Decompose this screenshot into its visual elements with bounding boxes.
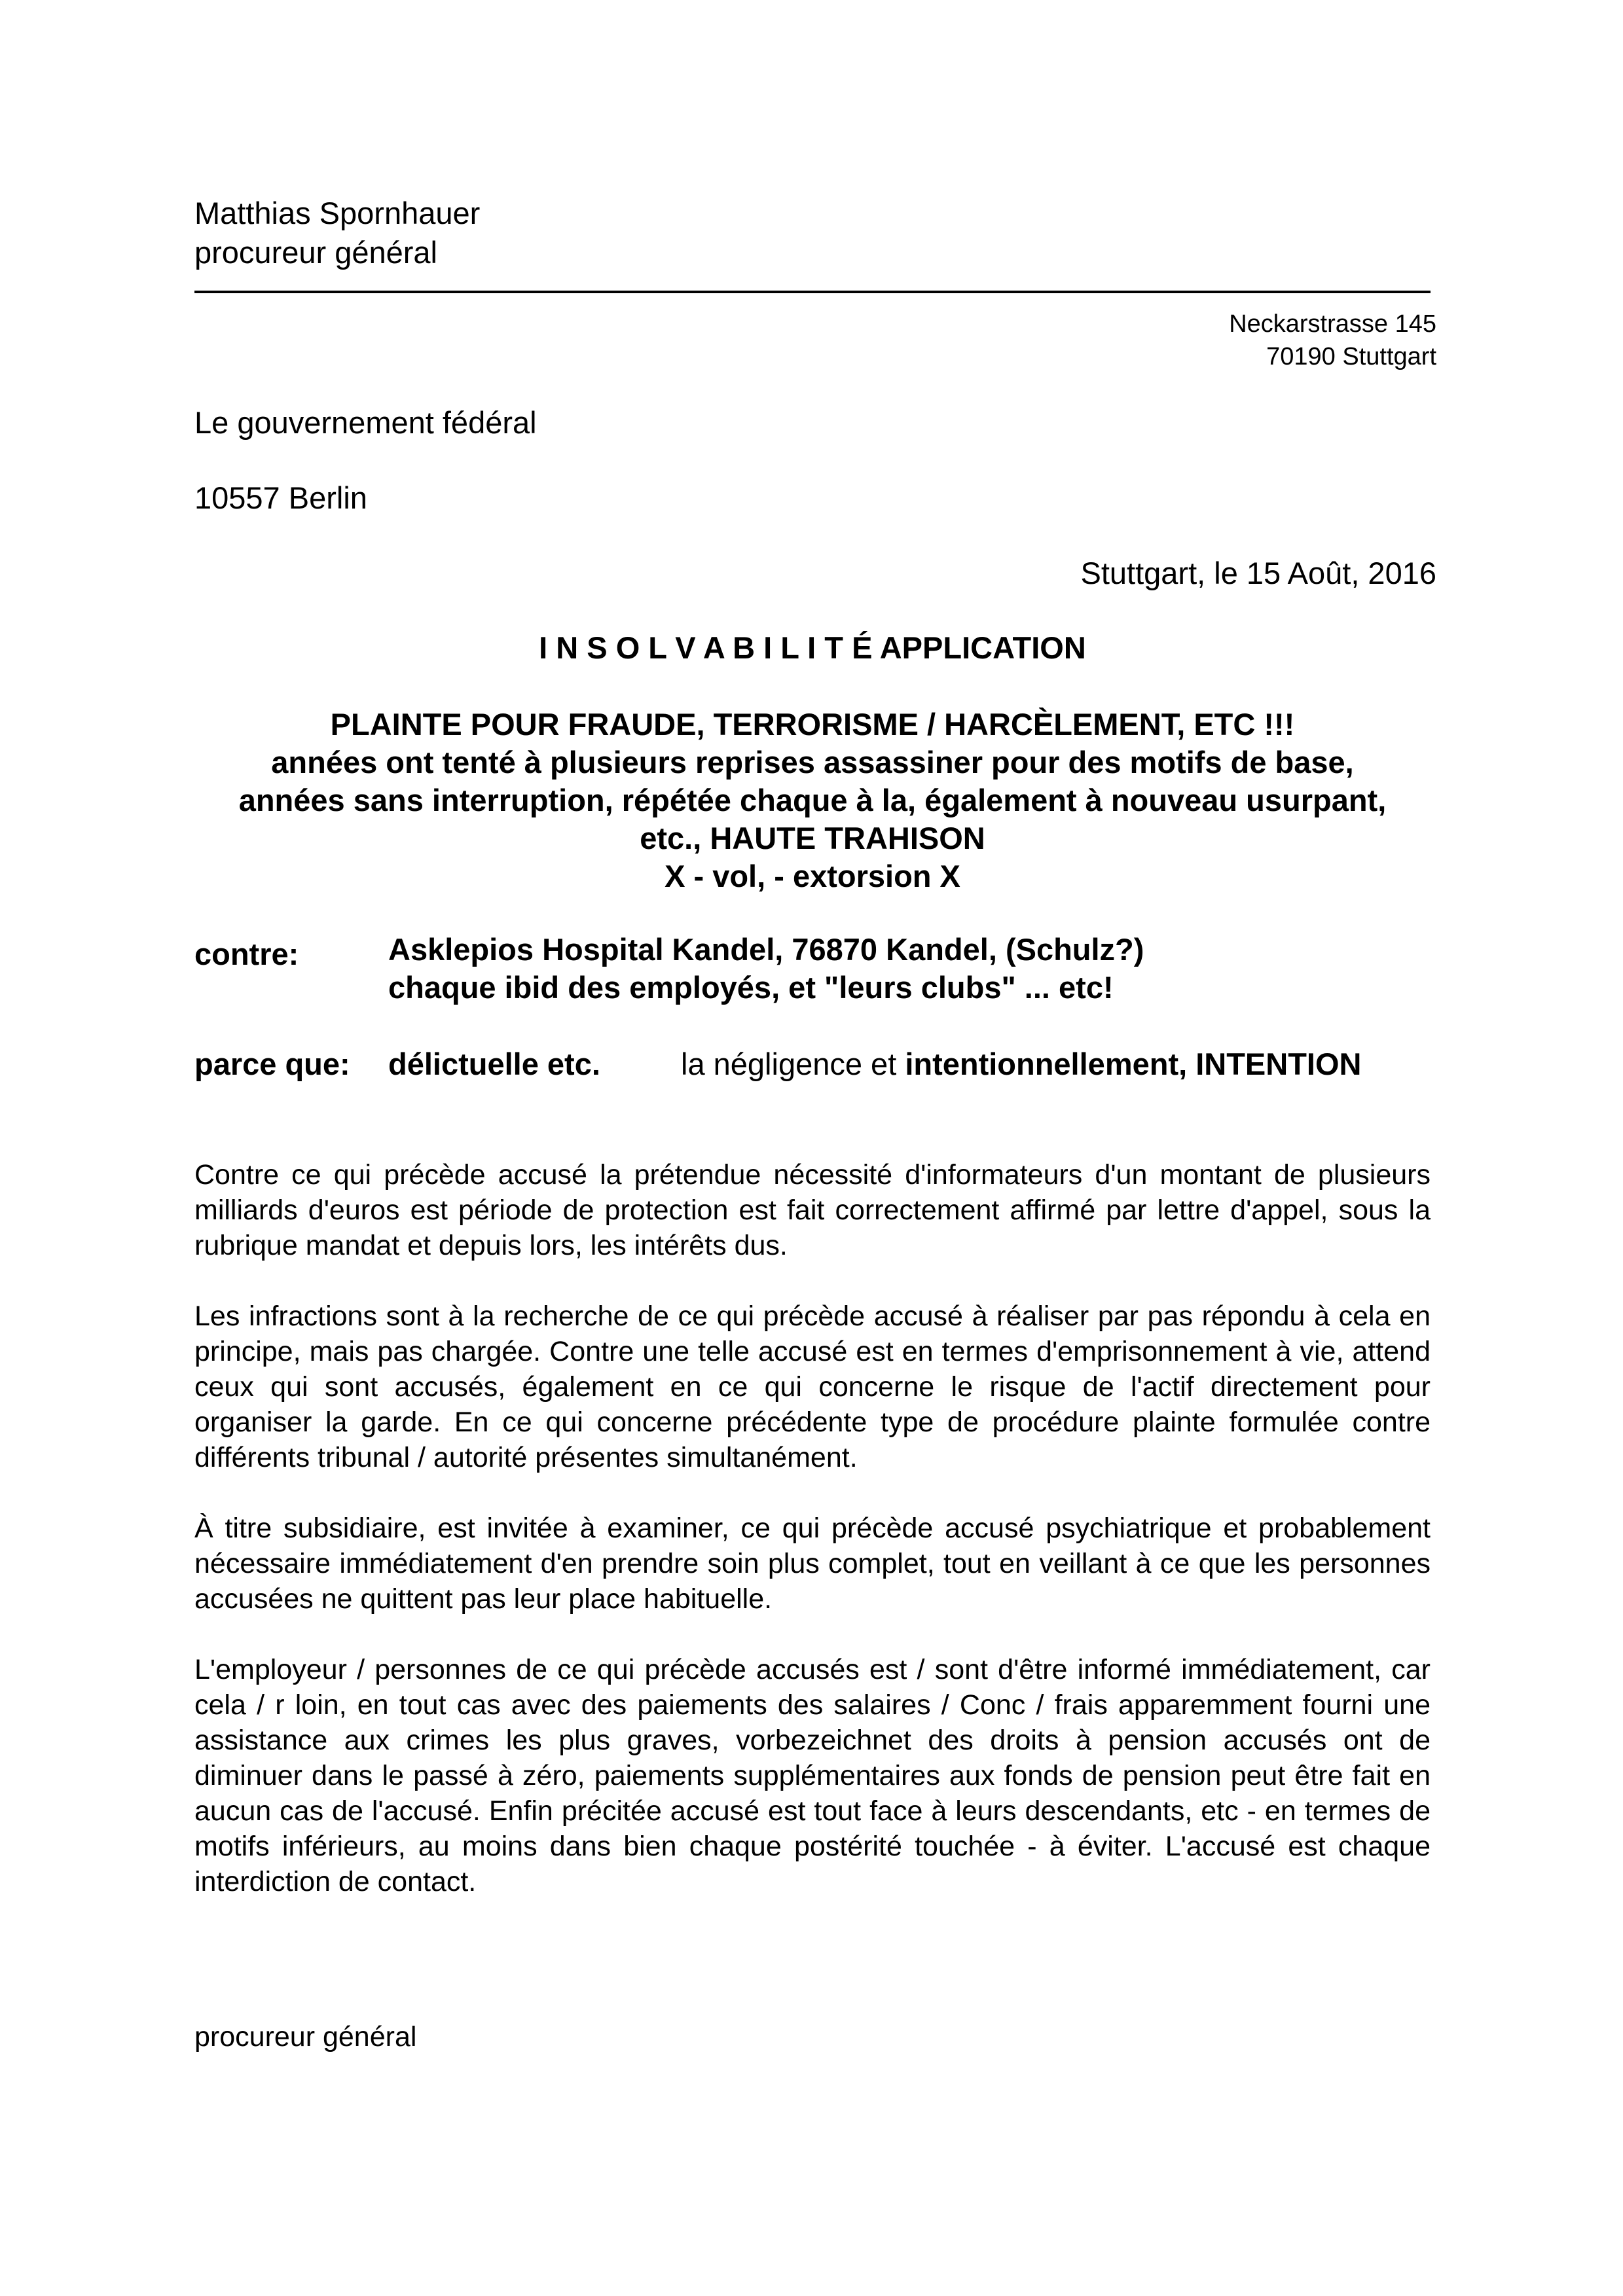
against-line: Asklepios Hospital Kandel, 76870 Kandel, (Schulz?) [388,932,1144,967]
letter-heading: I N S O L V A B I L I T É APPLICATION [539,630,1086,665]
header-divider [194,291,1431,293]
subject-line: PLAINTE POUR FRAUDE, TERRORISME / HARCÈLEMENT, ETC !!! [330,707,1295,742]
because-bold-text: intentionnellement, INTENTION [905,1047,1362,1081]
against-label: contre: [194,937,299,971]
closing-signature: procureur général [194,2021,417,2053]
against-value [388,931,1144,1007]
because-plain-text: la négligence et [681,1047,905,1081]
letter-body [194,1157,1431,1935]
because-value-primary: délictuelle etc. [388,1047,600,1081]
because-value-secondary [681,1046,1362,1082]
sender-title: procureur général [194,235,437,270]
sender-address [1229,308,1436,373]
body-paragraph: À titre subsidiaire, est invitée à examiner, ce qui précède accusé psychiatrique et probablement nécessaire immédiatement d'en prendre soin plus complet, tout en veillant à ce que les personnes accusées ne quittent pas leur place habituelle. [194,1513,1431,1615]
subject-line: années ont tenté à plusieurs reprises assassiner pour des motifs de base, [271,745,1354,780]
recipient-name: Le gouvernement fédéral [194,405,537,440]
sender-street: Neckarstrasse 145 [1229,310,1436,338]
body-paragraph: Contre ce qui précède accusé la prétendue nécessité d'informateurs d'un montant de plusieurs milliards d'euros est période de protection est fait correctement affirmé par lettre d'appel, sous la rubrique mandat et depuis lors, les intérêts dus. [194,1159,1431,1261]
body-paragraph: L'employeur / personnes de ce qui précède accusés est / sont d'être informé immédiatement, car cela / r loin, en tout cas avec des paiements des salaires / Conc / frais apparemment fourni une assistance aux crimes les plus graves, vorbezeichnet des droits à pension accusés ont de diminuer dans le passé à zéro, paiements supplémentaires aux fonds de pension peut être fait en aucun cas de l'accusé. Enfin précitée accusé est tout face à leurs descendants, etc - en termes de motifs inférieurs, au moins dans bien chaque postérité touchée - à éviter. L'accusé est chaque interdiction de contact. [194,1654,1431,1897]
body-paragraph: Les infractions sont à la recherche de ce qui précède accusé à réaliser par pas répondu à cela en principe, mais pas chargée. Contre une telle accusé est en termes d'emprisonnement à vie, attend ceux qui sont accusés, également en ce qui concerne le risque de l'actif directement pour organiser la garde. En ce qui concerne précédente type de procédure plainte formulée contre différents tribunal / autorité présentes simultanément. [194,1300,1431,1473]
sender-city: 70190 Stuttgart [1266,343,1436,370]
against-line: chaque ibid des employés, et "leurs clubs" ... etc! [388,970,1114,1005]
sender-name: Matthias Spornhauer [194,196,481,230]
because-label: parce que: [194,1047,350,1081]
subject-line: X - vol, - extorsion X [665,859,960,893]
subject-line: années sans interruption, répétée chaque à la, également à nouveau usurpant, [238,783,1387,817]
subject-block [194,706,1431,895]
date-line: Stuttgart, le 15 Août, 2016 [1080,556,1436,590]
recipient-city: 10557 Berlin [194,480,367,515]
subject-line: etc., HAUTE TRAHISON [640,821,985,855]
